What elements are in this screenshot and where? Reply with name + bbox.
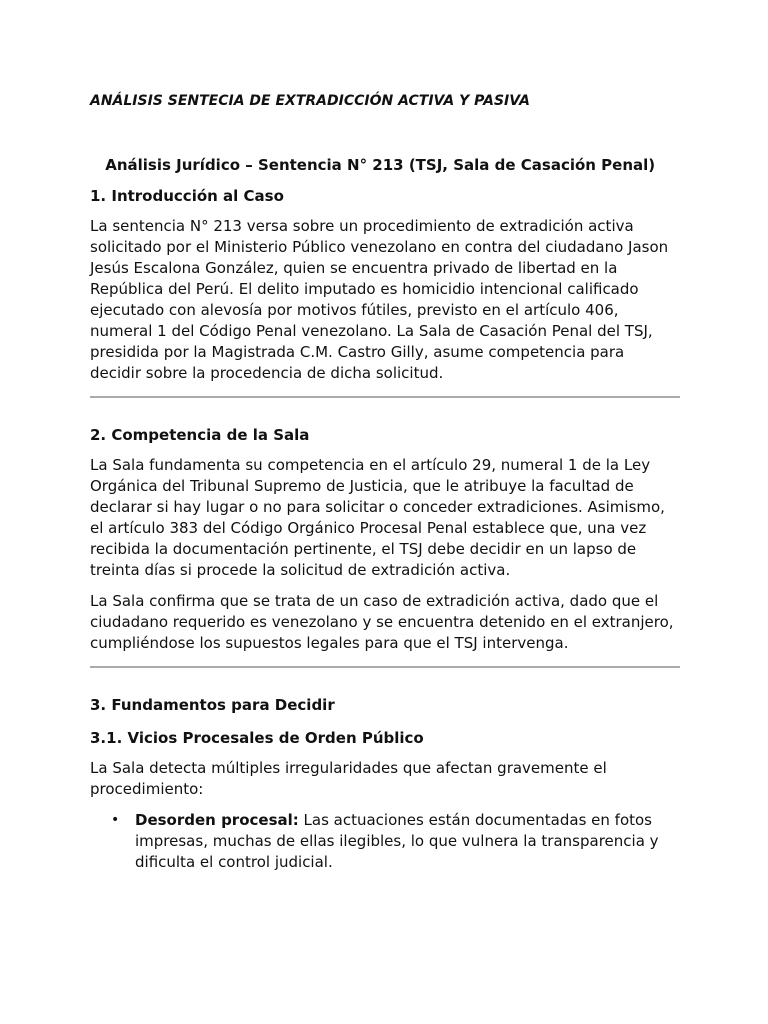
bullet-icon: • (111, 812, 120, 828)
main-heading-text: Análisis Jurídico – Sentencia N° 213 (TSJ, Sala de Casación Penal) (105, 156, 656, 174)
main-heading (90, 154, 680, 176)
subsection-heading-3-1: 3.1. Vicios Procesales de Orden Público (90, 729, 424, 747)
document-body (90, 90, 680, 873)
list-item (111, 810, 680, 873)
section-3-paragraph: La Sala detecta múltiples irregularidades que afectan gravemente el procedimiento: (90, 759, 607, 798)
document-title: ANÁLISIS SENTECIA DE EXTRADICCIÓN ACTIVA Y PASIVA (90, 93, 530, 109)
section-1-paragraph: La sentencia N° 213 versa sobre un procedimiento de extradición activa solicitado por el Ministerio Público venezolano en contra del ciudadano Jason Jesús Escalona González, quien se encuentra privado de libertad en la República del Perú. El delito imputado es homicidio intencional calificado ejecutado con alevosía por motivos fútiles, previsto en el artículo 406, numeral 1 del Código Penal venezolano. La Sala de Casación Penal del TSJ, presidida por la Magistrada C.M. Castro Gilly, asume competencia para decidir sobre la procedencia de dicha solicitud. (90, 217, 669, 382)
section-heading-1: 1. Introducción al Caso (90, 187, 284, 205)
section-heading-3: 3. Fundamentos para Decidir (90, 696, 335, 714)
bullet-term: Desorden procesal: (135, 811, 299, 829)
bullet-text: Las actuaciones están documentadas en fotos impresas, muchas de ellas ilegibles, lo que vulnera la transparencia y dificulta el control judicial. (135, 811, 659, 871)
section-heading-2: 2. Competencia de la Sala (90, 426, 310, 444)
bullet-list (90, 810, 680, 873)
section-2-paragraph-1: La Sala fundamenta su competencia en el artículo 29, numeral 1 de la Ley Orgánica del Tribunal Supremo de Justicia, que le atribuye la facultad de declarar si hay lugar o no para solicitar o conceder extradiciones. Asimismo, el artículo 383 del Código Orgánico Procesal Penal establece que, una vez recibida la documentación pertinente, el TSJ debe decidir en un lapso de treinta días si procede la solicitud de extradición activa. (90, 456, 665, 579)
section-2-paragraph-2: La Sala confirma que se trata de un caso de extradición activa, dado que el ciudadano requerido es venezolano y se encuentra detenido en el extranjero, cumpliéndose los supuestos legales para que el TSJ intervenga. (90, 592, 674, 652)
